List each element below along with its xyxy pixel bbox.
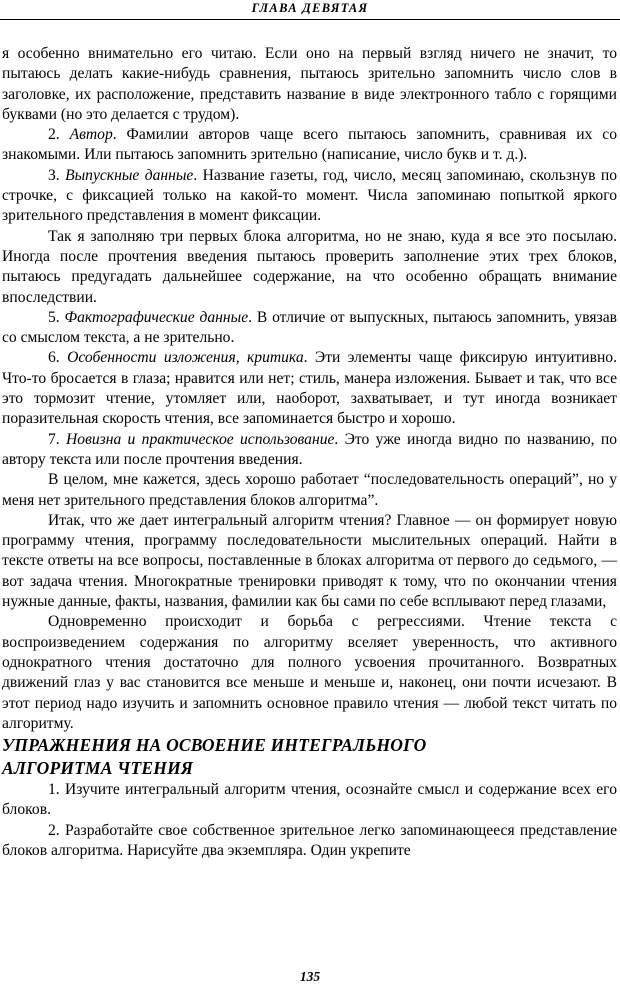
paragraph: Итак, что же дает интегральный алгоритм чтения? Главное — он формирует новую программу чтения, программу последовательности мыслительных операций. Найти в тексте ответы на все вопросы, поставленные в блоках алгоритма от первого до седьмого, — вот задача чтения. Многократные тренировки приводят к тому, что по окончании чтения нужные данные, факты, названия, фамилии как бы сами по себе всплывают перед глазами, — [2, 511, 617, 611]
page-number: 135 — [299, 969, 321, 984]
paragraph: 5. Фактографические данные. В отличие от выпускных, пытаюсь запомнить, увязав со смыслом текста, а не зрительно. — [2, 308, 617, 347]
term-italic: Выпускные данные — [65, 166, 194, 184]
paragraph: Так я заполняю три первых блока алгоритма, но не знаю, куда я все это посылаю. Иногда после прочтения введения пытаюсь проверить заполнение этих трех блоков, пытаюсь предугадать дальнейшее содержание, на что особенно обращать внимание впоследствии. — [2, 227, 617, 306]
term-italic: Фактографические данные — [64, 308, 249, 326]
term-italic: Автор — [69, 126, 113, 144]
term-italic: Новизна и практическое использование — [66, 430, 335, 448]
section-heading: УПРАЖНЕНИЯ НА ОСВОЕНИЕ ИНТЕГРАЛЬНОГО АЛГОРИТМА ЧТЕНИЯ — [2, 735, 427, 779]
paragraph: 6. Особенности изложения, критика. Эти элементы чаще фиксирую интуитивно. Что-то бросается в глаза; нравится или нет; стиль, манера изложения. Бывает и так, что все это тормозит чтение, утомляет или, наоборот, захватывает, и тут иногда возникает поразительная скорость чтения, все запоминается быстро и хорошо. — [2, 349, 617, 428]
paragraph: я особенно внимательно его читаю. Если оно на первый взгляд ничего не значит, то пытаюсь делать какие-нибудь сравнения, пытаюсь зрительно запомнить число слов в заголовке, их расположение, представить название в виде электронного табло с горящими буквами (но это делается с трудом). — [2, 45, 617, 123]
paragraph: 7. Новизна и практическое использование. Это уже иногда видно по названию, по автору текста или после прочтения введения. — [2, 430, 618, 468]
body-text — [2, 44, 617, 861]
term-italic: Особенности изложения, критика — [67, 349, 304, 367]
paragraph: 2. Автор. Фамилии авторов чаще всего пытаюсь запомнить, сравнивая их со знакомыми. Или пытаюсь запомнить зрительно (написание, число букв и т. д.). — [2, 126, 618, 164]
exercise-item: 1. Изучите интегральный алгоритм чтения, осознайте смысл и содержание всех его блоков. — [2, 781, 617, 819]
exercise-item: 2. Разработайте свое собственное зрительное легко запоминающееся представление блоков алгоритма. Нарисуйте два экземпляра. Один укрепите — [2, 821, 617, 859]
paragraph: В целом, мне кажется, здесь хорошо работает “последовательность операций”, но у меня нет зрительного представления блоков алгоритма”. — [2, 471, 617, 509]
running-head: ГЛАВА ДЕВЯТАЯ — [0, 0, 620, 20]
paragraph: Одновременно происходит и борьба с регрессиями. Чтение текста с воспроизведением содержания по алгоритму вселяет уверенность, что активного однократного чтения достаточно для полного усвоения прочитанного. Возвратных движений глаз у вас становится все меньше и меньше и, наконец, они почти исчезают. В этот период надо изучить и запомнить основное правило чтения — любой текст читать по алгоритму. — [2, 613, 617, 732]
paragraph: 3. Выпускные данные. Название газеты, год, число, месяц запоминаю, скользнув по строчке, с фиксацией только на какой-то момент. Числа запоминаю попыткой яркого зрительного представления в момент фиксации. — [2, 166, 618, 225]
